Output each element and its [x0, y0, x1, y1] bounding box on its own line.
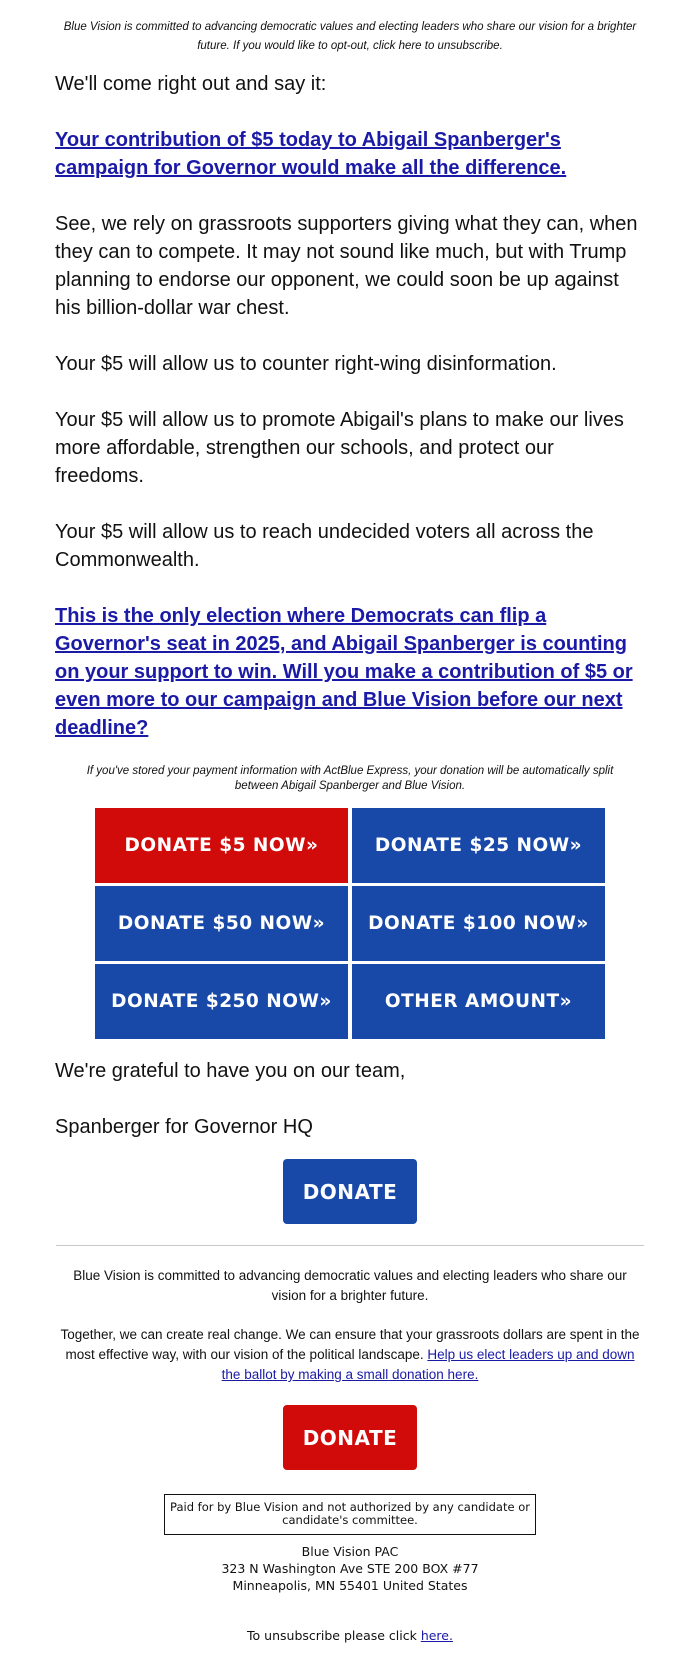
headline-paragraph	[55, 126, 645, 182]
body-paragraph-1: See, we rely on grassroots supporters giving what they can, when they can to compete. It may not sound like much, but with Trump planning to endorse our opponent, we could soon be up against his billion-dollar war chest.	[55, 213, 638, 319]
address-line-1: Blue Vision PAC	[301, 1544, 399, 1559]
body-paragraph-3: Your $5 will allow us to promote Abigail's plans to make our lives more affordable, strengthen our schools, and protect our freedoms.	[55, 409, 624, 487]
mailing-address	[0, 1543, 700, 1594]
unsubscribe-link[interactable]: here.	[420, 1628, 453, 1643]
footer-paragraph-2	[55, 1325, 645, 1385]
footer-donate-row	[0, 1405, 700, 1470]
intro-text: We'll come right out and say it:	[55, 73, 327, 95]
donate-50-button[interactable]: DONATE $50 NOW»	[95, 886, 348, 961]
donate-100-button[interactable]: DONATE $100 NOW»	[352, 886, 605, 961]
footer-donate-link[interactable]: Help us elect leaders up and down the ballot by making a small donation here.	[221, 1347, 635, 1382]
unsubscribe-text: To unsubscribe please click	[247, 1628, 421, 1643]
address-line-2: 323 N Washington Ave STE 200 BOX #77	[221, 1561, 479, 1576]
divider	[56, 1245, 644, 1246]
address-line-3: Minneapolis, MN 55401 United States	[232, 1578, 468, 1593]
footer-paragraph-2-text: Together, we can create real change. We can ensure that your grassroots dollars are spent in the most effective way, with our vision of the political landscape.	[60, 1327, 640, 1362]
email-body	[55, 70, 645, 742]
headline-link[interactable]: Your contribution of $5 today to Abigail Spanberger's campaign for Governor would make all the difference.	[55, 129, 567, 179]
body-paragraph-4: Your $5 will allow us to reach undecided voters all across the Commonwealth.	[55, 521, 594, 571]
donate-5-button[interactable]: DONATE $5 NOW»	[95, 808, 348, 883]
donate-grid	[95, 808, 605, 1039]
signature-text: Spanberger for Governor HQ	[55, 1116, 313, 1138]
donate-button-row	[0, 1159, 700, 1224]
body-paragraph-2: Your $5 will allow us to counter right-wing disinformation.	[55, 353, 557, 375]
ask-link[interactable]: This is the only election where Democrats can flip a Governor's seat in 2025, and Abigail Spanberger is counting on your support to win. Will you make a contribution of $5 or even more to our campaign and Blue Vision before our next deadline?	[55, 605, 633, 739]
donate-button-blue[interactable]: DONATE	[283, 1159, 417, 1224]
preheader-text: Blue Vision is committed to advancing democratic values and electing leaders who share our vision for a brighter future. If you would like to opt-out, click here to unsubscribe.	[63, 21, 637, 52]
donate-25-button[interactable]: DONATE $25 NOW»	[352, 808, 605, 883]
footer-paragraph-1: Blue Vision is committed to advancing democratic values and electing leaders who share our vision for a brighter future.	[73, 1268, 627, 1303]
donate-250-button[interactable]: DONATE $250 NOW»	[95, 964, 348, 1039]
ask-paragraph	[55, 602, 645, 742]
closing-section	[55, 1057, 645, 1141]
other-amount-button[interactable]: OTHER AMOUNT»	[352, 964, 605, 1039]
paid-for-disclaimer: Paid for by Blue Vision and not authorized by any candidate or candidate's committee.	[164, 1494, 536, 1535]
grateful-text: We're grateful to have you on our team,	[55, 1060, 406, 1082]
footer-text	[55, 1266, 645, 1385]
actblue-note: If you've stored your payment information with ActBlue Express, your donation will be automatically split between Abigail Spanberger and Blue Vision.	[86, 765, 614, 792]
unsubscribe-line	[0, 1627, 700, 1644]
donate-button-red[interactable]: DONATE	[283, 1405, 417, 1470]
